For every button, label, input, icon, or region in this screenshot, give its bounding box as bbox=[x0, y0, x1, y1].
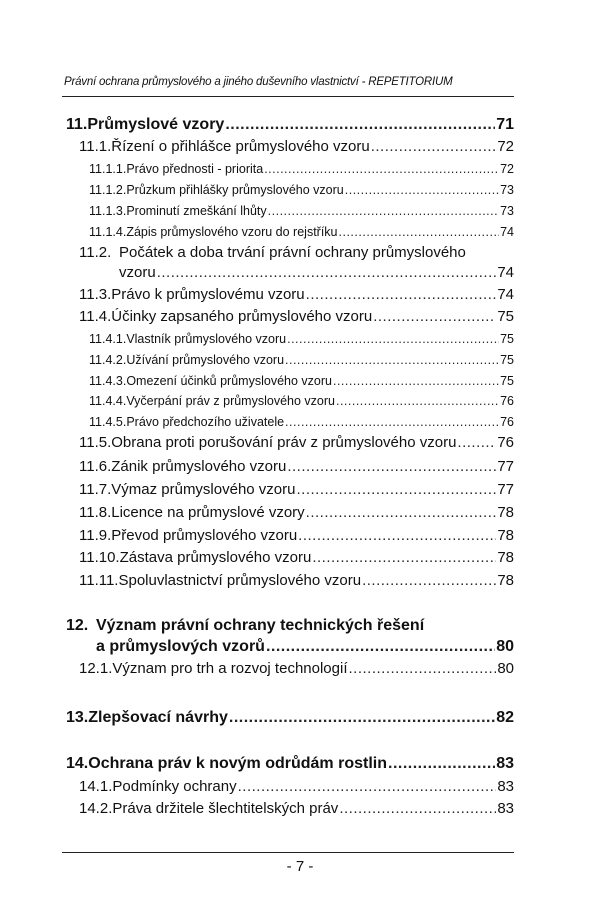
toc-number: 11.4.4. bbox=[89, 394, 127, 408]
toc-title: Vyčerpání práv z průmyslového vzoru bbox=[126, 394, 335, 408]
toc-page: 73 bbox=[500, 204, 514, 218]
toc-title: Licence na průmyslové vzory bbox=[111, 504, 305, 521]
toc-page: 74 bbox=[500, 225, 514, 239]
toc-title: Výmaz průmyslového vzoru bbox=[111, 481, 296, 498]
leader-dots bbox=[266, 638, 495, 656]
toc-number: 11.6. bbox=[79, 458, 112, 475]
toc-entry-11-9[interactable] bbox=[66, 527, 514, 544]
leader-dots bbox=[339, 800, 496, 817]
toc-entry-11-8[interactable] bbox=[66, 504, 514, 521]
toc-title: Obrana proti porušování práv z průmyslového vzoru bbox=[111, 434, 457, 451]
toc-entry-11-4-4[interactable] bbox=[66, 394, 514, 408]
toc-number: 11.4.1. bbox=[89, 332, 127, 346]
toc-page: 74 bbox=[497, 264, 514, 281]
toc-title: Zástava průmyslového vzoru bbox=[119, 549, 312, 566]
toc-number: 11.3. bbox=[79, 286, 112, 303]
toc-entry-14-2[interactable] bbox=[66, 800, 514, 817]
toc-number: 11.1.3. bbox=[89, 204, 127, 218]
toc-number: 11.4. bbox=[79, 308, 112, 325]
toc-entry-11[interactable] bbox=[66, 116, 514, 134]
toc-number: 13. bbox=[66, 709, 89, 726]
footer-rule bbox=[62, 852, 514, 853]
toc-title: Právo předchozího uživatele bbox=[126, 415, 285, 429]
leader-dots bbox=[264, 162, 499, 176]
toc-title: Zánik průmyslového vzoru bbox=[111, 458, 287, 475]
leader-dots bbox=[349, 660, 497, 677]
toc-title: Zápis průmyslového vzoru do rejstříku bbox=[126, 225, 338, 239]
toc-title: Právo přednosti - priorita bbox=[126, 162, 264, 176]
toc-page: 83 bbox=[497, 800, 514, 817]
header-rule bbox=[62, 96, 514, 97]
toc-number: 11.11. bbox=[79, 572, 119, 589]
leader-dots bbox=[296, 481, 496, 498]
page-number: - 7 - bbox=[286, 858, 314, 875]
leader-dots bbox=[225, 116, 495, 134]
toc-number: 11.10. bbox=[79, 549, 120, 566]
toc-entry-14[interactable] bbox=[66, 755, 514, 773]
toc-number: 12. bbox=[66, 617, 89, 634]
toc-title: Význam pro trh a rozvoj technologií bbox=[112, 660, 348, 677]
leader-dots bbox=[157, 264, 497, 281]
toc-title-line1: Počátek a doba trvání právní ochrany průmyslového bbox=[119, 244, 466, 261]
toc-entry-11-1-1[interactable] bbox=[66, 162, 514, 176]
toc-number: 11.8. bbox=[79, 504, 112, 521]
toc-title: Užívání průmyslového vzoru bbox=[126, 353, 285, 367]
toc-page: 72 bbox=[500, 162, 514, 176]
toc-page: 78 bbox=[497, 549, 514, 566]
leader-dots bbox=[457, 434, 496, 451]
toc-number: 11.1. bbox=[79, 138, 112, 155]
toc-entry-11-1-2[interactable] bbox=[66, 183, 514, 197]
toc-number: 11.4.5. bbox=[89, 415, 127, 429]
toc-entry-11-11[interactable] bbox=[66, 572, 514, 589]
running-head: Právní ochrana průmyslového a jiného duševního vlastnictví - REPETITORIUM bbox=[64, 76, 453, 88]
toc-entry-11-2-cont[interactable] bbox=[66, 264, 514, 281]
toc-number: 14. bbox=[66, 755, 89, 772]
toc-entry-11-1-4[interactable] bbox=[66, 225, 514, 239]
toc-entry-11-2[interactable] bbox=[66, 244, 514, 261]
toc-number: 11.1.2. bbox=[89, 183, 127, 197]
toc-number: 11.5. bbox=[79, 434, 112, 451]
toc-page: 75 bbox=[500, 374, 514, 388]
toc-entry-14-1[interactable] bbox=[66, 778, 514, 795]
toc-number: 11. bbox=[66, 116, 88, 133]
leader-dots bbox=[388, 755, 495, 773]
toc-number: 11.7. bbox=[79, 481, 112, 498]
toc-entry-13[interactable] bbox=[66, 709, 514, 727]
toc-entry-12[interactable] bbox=[66, 617, 514, 635]
toc-number: 14.1. bbox=[79, 778, 113, 795]
toc-number: 14.2. bbox=[79, 800, 113, 817]
toc-number: 11.1.1. bbox=[89, 162, 127, 176]
toc-page: 78 bbox=[497, 527, 514, 544]
leader-dots bbox=[287, 332, 499, 346]
leader-dots bbox=[336, 394, 499, 408]
leader-dots bbox=[285, 353, 499, 367]
leader-dots bbox=[287, 458, 496, 475]
toc-title: Právo k průmyslovému vzoru bbox=[111, 286, 305, 303]
leader-dots bbox=[373, 308, 496, 325]
leader-dots bbox=[306, 286, 497, 303]
toc-number: 11.4.2. bbox=[89, 353, 127, 367]
leader-dots bbox=[345, 183, 499, 197]
toc-title: Vlastník průmyslového vzoru bbox=[126, 332, 287, 346]
leader-dots bbox=[371, 138, 497, 155]
toc-entry-11-4-1[interactable] bbox=[66, 332, 514, 346]
toc-page: 77 bbox=[497, 481, 514, 498]
leader-dots bbox=[268, 204, 499, 218]
toc-title: Prominutí zmeškání lhůty bbox=[126, 204, 267, 218]
toc-entry-11-3[interactable] bbox=[66, 286, 514, 303]
toc-page: 72 bbox=[497, 138, 514, 155]
toc-title: Řízení o přihlášce průmyslového vzoru bbox=[111, 138, 370, 155]
toc-title: Průmyslové vzory bbox=[87, 116, 225, 133]
toc-page: 75 bbox=[500, 332, 514, 346]
toc-number: 12.1. bbox=[79, 660, 113, 677]
toc-title: Práva držitele šlechtitelských práv bbox=[112, 800, 339, 817]
toc-entry-11-1[interactable] bbox=[66, 138, 514, 155]
leader-dots bbox=[312, 549, 496, 566]
toc-entry-11-6[interactable] bbox=[66, 458, 514, 475]
toc-entry-12-cont[interactable] bbox=[66, 638, 514, 656]
leader-dots bbox=[229, 709, 495, 727]
toc-page: 80 bbox=[496, 638, 514, 655]
toc-title: vzoru bbox=[119, 264, 156, 281]
leader-dots bbox=[285, 415, 499, 429]
leader-dots bbox=[298, 527, 496, 544]
toc-page: 73 bbox=[500, 183, 514, 197]
toc-entry-11-5[interactable] bbox=[66, 434, 514, 451]
toc-title: Zlepšovací návrhy bbox=[88, 709, 228, 726]
toc-page: 71 bbox=[496, 116, 514, 133]
toc-title: Omezení účinků průmyslového vzoru bbox=[126, 374, 332, 388]
toc-page: 80 bbox=[497, 660, 514, 677]
toc-entry-11-4[interactable] bbox=[66, 308, 514, 325]
toc-title: Ochrana práv k novým odrůdám rostlin bbox=[88, 755, 387, 772]
toc-page: 76 bbox=[497, 434, 514, 451]
toc-number: 11.1.4. bbox=[89, 225, 127, 239]
toc-page: 83 bbox=[497, 778, 514, 795]
toc-entry-11-4-2[interactable] bbox=[66, 353, 514, 367]
toc-page: 76 bbox=[500, 415, 514, 429]
toc-page: 78 bbox=[497, 572, 514, 589]
toc-title: a průmyslových vzorů bbox=[96, 638, 265, 655]
toc-number: 11.2. bbox=[79, 244, 112, 261]
toc-page: 83 bbox=[496, 755, 514, 772]
toc-entry-11-10[interactable] bbox=[66, 549, 514, 566]
toc-entry-12-1[interactable] bbox=[66, 660, 514, 677]
toc-page: 78 bbox=[497, 504, 514, 521]
toc-title-line1: Význam právní ochrany technických řešení bbox=[96, 617, 425, 634]
leader-dots bbox=[306, 504, 497, 521]
toc-entry-11-1-3[interactable] bbox=[66, 204, 514, 218]
leader-dots bbox=[339, 225, 500, 239]
leader-dots bbox=[333, 374, 499, 388]
toc-number: 11.4.3. bbox=[89, 374, 127, 388]
toc-page: 75 bbox=[497, 308, 514, 325]
toc-entry-11-4-5[interactable] bbox=[66, 415, 514, 429]
toc-page: 75 bbox=[500, 353, 514, 367]
leader-dots bbox=[362, 572, 496, 589]
toc-page: 74 bbox=[497, 286, 514, 303]
toc-title: Spoluvlastnictví průmyslového vzoru bbox=[118, 572, 362, 589]
toc-page: 77 bbox=[497, 458, 514, 475]
leader-dots bbox=[238, 778, 497, 795]
toc-title: Účinky zapsaného průmyslového vzoru bbox=[111, 308, 373, 325]
toc-page: 76 bbox=[500, 394, 514, 408]
toc-title: Převod průmyslového vzoru bbox=[111, 527, 298, 544]
toc-number: 11.9. bbox=[79, 527, 112, 544]
toc-entry-11-7[interactable] bbox=[66, 481, 514, 498]
toc-title: Podmínky ochrany bbox=[112, 778, 237, 795]
toc-title: Průzkum přihlášky průmyslového vzoru bbox=[126, 183, 344, 197]
toc-page: 82 bbox=[496, 709, 514, 726]
toc-entry-11-4-3[interactable] bbox=[66, 374, 514, 388]
